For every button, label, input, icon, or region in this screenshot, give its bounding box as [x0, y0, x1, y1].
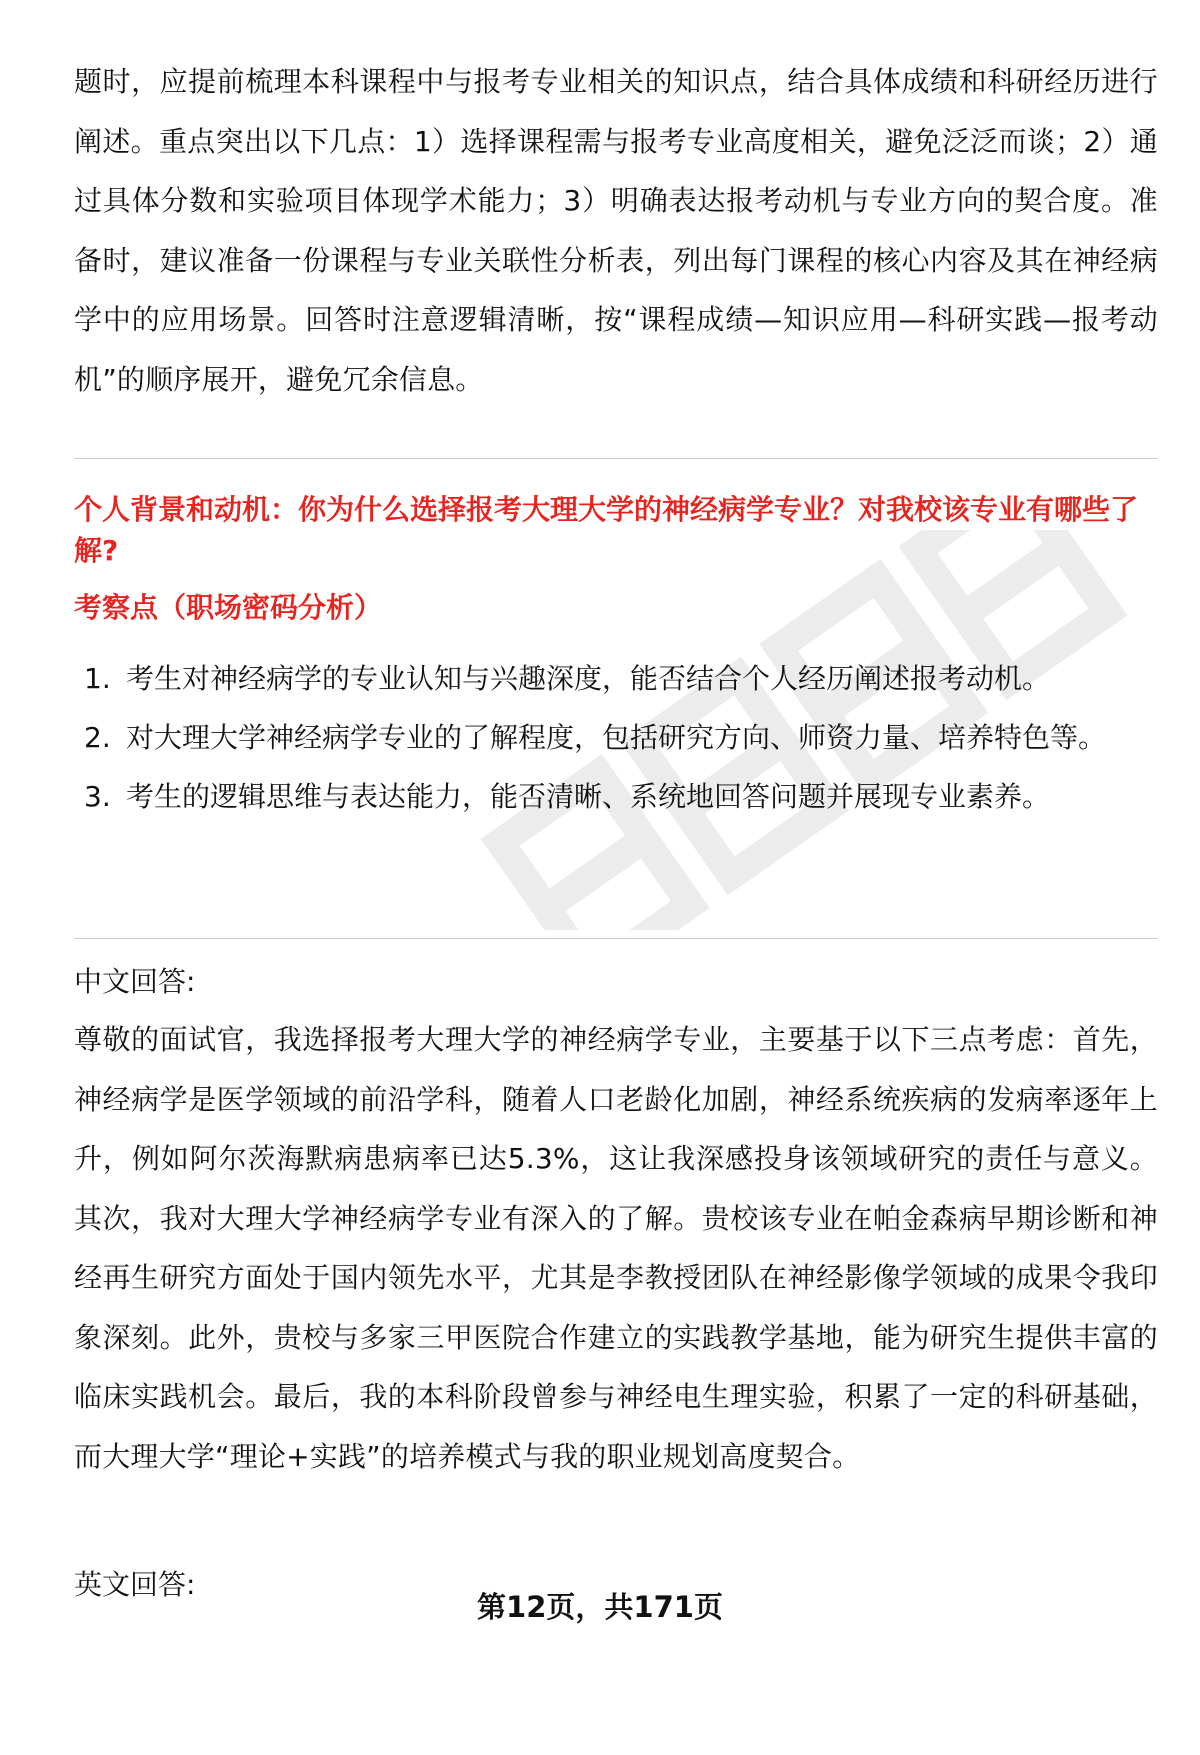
page-number [0, 1585, 1200, 1630]
chinese-answer-block [74, 1010, 1158, 1486]
chinese-answer-text: 尊敬的面试官，我选择报考大理大学的神经病学专业，主要基于以下三点考虑：首先，神经病学是医学领域的前沿学科，随着人口老龄化加剧，神经系统疾病的发病率逐年上升，例如阿尔茨海默病患病率已达5.3%，这让我深感投身该领域研究的责任与意义。其次，我对大理大学神经病学专业有深入的了解。贵校该专业在帕金森病早期诊断和神经再生研究方面处于国内领先水平，尤其是李教授团队在神经影像学领域的成果令我印象深刻。此外，贵校与多家三甲医院合作建立的实践教学基地，能为研究生提供丰富的临床实践机会。最后，我的本科阶段曾参与神经电生理实验，积累了一定的科研基础，而大理大学“理论+实践”的培养模式与我的职业规划高度契合。 [74, 1023, 1158, 1473]
list-item-text: 对大理大学神经病学专业的了解程度，包括研究方向、师资力量、培养特色等。 [126, 721, 1107, 754]
chinese-answer-label: 中文回答: [74, 965, 196, 998]
list-item-number: 1. [84, 662, 111, 695]
section-divider [74, 938, 1158, 939]
page-number-text: 第12页，共171页 [477, 1590, 723, 1624]
list-item [74, 708, 1158, 767]
list-item [74, 767, 1158, 826]
intro-paragraph: 题时，应提前梳理本科课程中与报考专业相关的知识点，结合具体成绩和科研经历进行阐述。重点突出以下几点：1）选择课程需与报考专业高度相关，避免泛泛而谈；2）通过具体分数和实验项目体现学术能力；3）明确表达报考动机与专业方向的契合度。准备时，建议准备一份课程与专业关联性分析表，列出每门课程的核心内容及其在神经病学中的应用场景。回答时注意逻辑清晰，按“课程成绩—知识应用—科研实践—报考动机”的顺序展开，避免冗余信息。 [74, 65, 1158, 396]
list-item-number: 2. [84, 721, 111, 754]
list-item-text: 考生对神经病学的专业认知与兴趣深度，能否结合个人经历阐述报考动机。 [126, 662, 1051, 695]
assessment-points-list [74, 649, 1158, 826]
assessment-points-heading: 考察点（职场密码分析） [74, 591, 383, 624]
list-item-text: 考生的逻辑思维与表达能力，能否清晰、系统地回答问题并展现专业素养。 [126, 780, 1051, 813]
question-title: 个人背景和动机：你为什么选择报考大理大学的神经病学专业？对我校该专业有哪些了解? [74, 493, 1139, 567]
document-page [74, 52, 1158, 1601]
list-item-number: 3. [84, 780, 111, 813]
english-answer-label: 英文回答: [74, 1568, 196, 1601]
list-item [74, 649, 1158, 708]
section-divider [74, 458, 1158, 459]
